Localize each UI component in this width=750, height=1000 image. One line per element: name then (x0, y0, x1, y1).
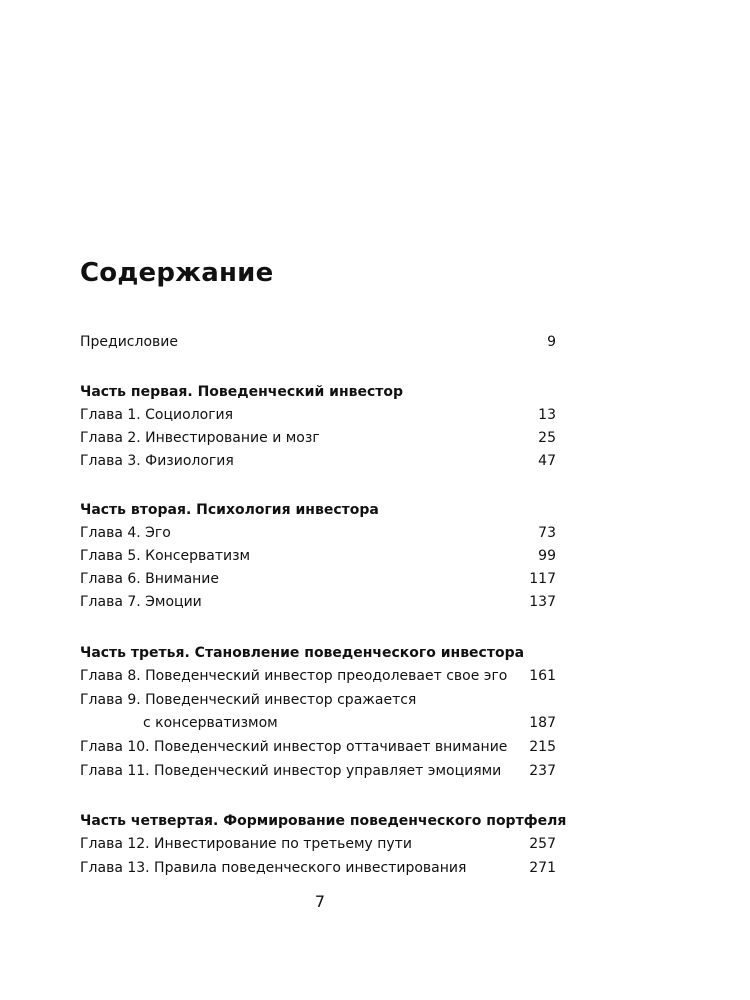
toc-part-heading: Часть вторая. Психология инвестора (80, 502, 379, 518)
toc-entry-label: Глава 5. Консерватизм (80, 548, 251, 564)
toc-entry-chapter-5 (80, 545, 556, 567)
toc-part-heading: Часть четвертая. Формирование поведенческого портфеля (80, 813, 567, 829)
toc-entry-label: Глава 10. Поведенческий инвестор оттачивает внимание (80, 739, 508, 755)
toc-entry-chapter-9-continuation (143, 712, 556, 734)
toc-entry-page: 161 (529, 668, 556, 684)
toc-part-heading: Часть третья. Становление поведенческого инвестора (80, 645, 525, 661)
toc-entry-label-continuation: с консерватизмом (143, 715, 278, 731)
toc-entry-chapter-1 (80, 404, 556, 426)
toc-entry-label: Глава 3. Физиология (80, 453, 234, 469)
toc-entry-page: 117 (529, 571, 556, 587)
toc-entry-chapter-11 (80, 760, 556, 782)
toc-part-heading: Часть первая. Поведенческий инвестор (80, 384, 404, 400)
toc-entry-chapter-8 (80, 665, 556, 687)
toc-entry-page: 73 (538, 525, 556, 541)
toc-entry-label: Глава 12. Инвестирование по третьему пути (80, 836, 412, 852)
toc-entry-chapter-7 (80, 591, 556, 613)
toc-entry-chapter-4 (80, 522, 556, 544)
toc-entry-label: Глава 4. Эго (80, 525, 171, 541)
toc-entry-label: Глава 6. Внимание (80, 571, 220, 587)
toc-entry-label: Глава 7. Эмоции (80, 594, 202, 610)
toc-entry-page: 271 (529, 860, 556, 876)
toc-entry-page: 237 (529, 763, 556, 779)
toc-entry-label: Глава 13. Правила поведенческого инвестирования (80, 860, 467, 876)
toc-entry-chapter-13 (80, 857, 556, 879)
toc-entry-chapter-10 (80, 736, 556, 758)
toc-entry-page: 187 (529, 715, 556, 731)
toc-entry-label: Глава 11. Поведенческий инвестор управляет эмоциями (80, 763, 502, 779)
toc-entry-preface (80, 331, 556, 353)
toc-entry-chapter-6 (80, 568, 556, 590)
page-number: 7 (314, 892, 326, 911)
toc-entry-page: 47 (538, 453, 556, 469)
toc-entry-page: 25 (538, 430, 556, 446)
toc-entry-label: Предисловие (80, 334, 178, 350)
toc-entry-page: 99 (538, 548, 556, 564)
toc-entry-page: 137 (529, 594, 556, 610)
toc-entry-page: 9 (547, 334, 556, 350)
toc-entry-label: Глава 2. Инвестирование и мозг (80, 430, 320, 446)
toc-title: Содержание (80, 258, 274, 288)
toc-entry-label: Глава 9. Поведенческий инвестор сражается (80, 692, 417, 708)
toc-entry-page: 257 (529, 836, 556, 852)
toc-entry-chapter-12 (80, 833, 556, 855)
toc-entry-label: Глава 8. Поведенческий инвестор преодолевает свое эго (80, 668, 508, 684)
toc-entry-chapter-3 (80, 450, 556, 472)
toc-entry-chapter-2 (80, 427, 556, 449)
toc-entry-label: Глава 1. Социология (80, 407, 234, 423)
toc-entry-page: 215 (529, 739, 556, 755)
toc-entry-chapter-9 (80, 689, 556, 711)
toc-entry-page: 13 (538, 407, 556, 423)
